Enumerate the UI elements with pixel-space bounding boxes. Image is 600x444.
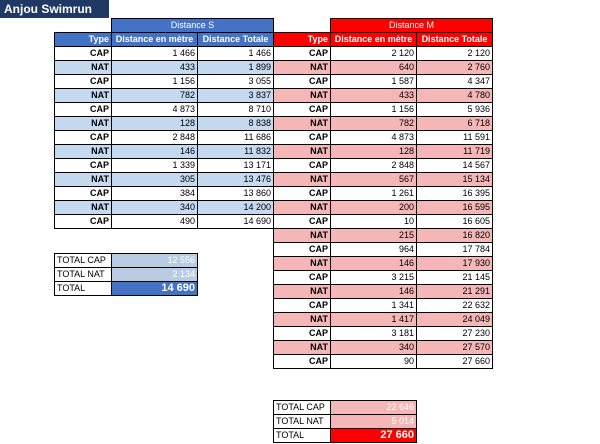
row-type-cell: NAT xyxy=(55,61,112,75)
table-row xyxy=(274,187,493,201)
col-header-type: Type xyxy=(55,33,112,47)
table-row xyxy=(55,61,274,75)
distance-s-totals xyxy=(54,253,198,296)
table-row xyxy=(274,215,493,229)
row-type-cell: NAT xyxy=(55,173,112,187)
table-row xyxy=(55,47,274,61)
total-value: 5 014 xyxy=(331,415,417,429)
total-row xyxy=(55,268,198,282)
row-total-cell: 2 760 xyxy=(417,61,493,75)
blank-corner xyxy=(55,19,112,33)
row-type-cell: NAT xyxy=(274,229,331,243)
row-type-cell: NAT xyxy=(55,89,112,103)
table-row xyxy=(55,145,274,159)
total-row xyxy=(274,429,417,443)
row-total-cell: 6 718 xyxy=(417,117,493,131)
table-row xyxy=(274,159,493,173)
total-row xyxy=(274,415,417,429)
row-distance-cell: 1 587 xyxy=(331,75,417,89)
row-total-cell: 8 838 xyxy=(198,117,274,131)
table-row xyxy=(274,229,493,243)
table-row xyxy=(274,145,493,159)
total-label: TOTAL NAT xyxy=(274,415,331,429)
table-row xyxy=(55,187,274,201)
table-row xyxy=(274,61,493,75)
row-total-cell: 4 347 xyxy=(417,75,493,89)
row-distance-cell: 1 341 xyxy=(331,299,417,313)
table-row xyxy=(274,75,493,89)
table-row xyxy=(274,355,493,369)
row-distance-cell: 340 xyxy=(331,341,417,355)
table-row xyxy=(274,257,493,271)
distance-s-table xyxy=(54,18,274,229)
row-total-cell: 11 686 xyxy=(198,131,274,145)
total-value: 27 660 xyxy=(331,429,417,443)
row-type-cell: NAT xyxy=(274,285,331,299)
table-row xyxy=(274,341,493,355)
row-total-cell: 3 055 xyxy=(198,75,274,89)
table-row xyxy=(274,103,493,117)
row-distance-cell: 2 120 xyxy=(331,47,417,61)
row-total-cell: 16 820 xyxy=(417,229,493,243)
table-row xyxy=(274,271,493,285)
row-type-cell: CAP xyxy=(274,215,331,229)
row-distance-cell: 146 xyxy=(331,257,417,271)
row-distance-cell: 433 xyxy=(112,61,198,75)
row-distance-cell: 1 156 xyxy=(112,75,198,89)
row-type-cell: NAT xyxy=(274,313,331,327)
row-total-cell: 16 395 xyxy=(417,187,493,201)
row-total-cell: 22 632 xyxy=(417,299,493,313)
row-distance-cell: 146 xyxy=(112,145,198,159)
row-type-cell: NAT xyxy=(274,173,331,187)
total-value: 14 690 xyxy=(112,282,198,296)
row-total-cell: 15 134 xyxy=(417,173,493,187)
table-row xyxy=(274,173,493,187)
total-label: TOTAL CAP xyxy=(274,401,331,415)
row-distance-cell: 2 848 xyxy=(331,159,417,173)
table-row xyxy=(274,89,493,103)
distance-m-heading: Distance M xyxy=(331,19,493,33)
distance-s-heading: Distance S xyxy=(112,19,274,33)
total-label: TOTAL xyxy=(274,429,331,443)
row-type-cell: CAP xyxy=(274,271,331,285)
row-type-cell: NAT xyxy=(55,201,112,215)
row-distance-cell: 90 xyxy=(331,355,417,369)
row-total-cell: 27 230 xyxy=(417,327,493,341)
table-row xyxy=(55,103,274,117)
row-type-cell: NAT xyxy=(55,145,112,159)
col-header-type: Type xyxy=(274,33,331,47)
total-row xyxy=(274,401,417,415)
row-type-cell: CAP xyxy=(274,103,331,117)
row-type-cell: CAP xyxy=(55,131,112,145)
table-row xyxy=(274,243,493,257)
row-distance-cell: 490 xyxy=(112,215,198,229)
row-distance-cell: 4 873 xyxy=(112,103,198,117)
total-row xyxy=(55,254,198,268)
col-header-total: Distance Totale xyxy=(417,33,493,47)
distance-m-totals xyxy=(273,400,417,443)
row-distance-cell: 340 xyxy=(112,201,198,215)
row-total-cell: 5 936 xyxy=(417,103,493,117)
table-row xyxy=(274,327,493,341)
col-header-distance: Distance en mètre xyxy=(112,33,198,47)
row-total-cell: 13 171 xyxy=(198,159,274,173)
row-total-cell: 11 719 xyxy=(417,145,493,159)
row-distance-cell: 215 xyxy=(331,229,417,243)
row-total-cell: 2 120 xyxy=(417,47,493,61)
row-distance-cell: 782 xyxy=(112,89,198,103)
sheet-title: Anjou Swimrun xyxy=(0,0,109,18)
row-type-cell: NAT xyxy=(274,145,331,159)
row-distance-cell: 384 xyxy=(112,187,198,201)
table-row xyxy=(55,201,274,215)
row-type-cell: NAT xyxy=(274,61,331,75)
row-total-cell: 3 837 xyxy=(198,89,274,103)
row-total-cell: 27 660 xyxy=(417,355,493,369)
row-distance-cell: 128 xyxy=(331,145,417,159)
table-row xyxy=(55,215,274,229)
row-total-cell: 8 710 xyxy=(198,103,274,117)
row-distance-cell: 146 xyxy=(331,285,417,299)
row-distance-cell: 1 261 xyxy=(331,187,417,201)
row-type-cell: CAP xyxy=(274,47,331,61)
row-distance-cell: 1 339 xyxy=(112,159,198,173)
row-distance-cell: 10 xyxy=(331,215,417,229)
row-total-cell: 14 200 xyxy=(198,201,274,215)
row-total-cell: 13 476 xyxy=(198,173,274,187)
row-total-cell: 16 605 xyxy=(417,215,493,229)
row-type-cell: CAP xyxy=(274,299,331,313)
row-distance-cell: 1 156 xyxy=(331,103,417,117)
row-total-cell: 17 784 xyxy=(417,243,493,257)
row-type-cell: CAP xyxy=(55,159,112,173)
total-label: TOTAL CAP xyxy=(55,254,112,268)
row-type-cell: CAP xyxy=(274,243,331,257)
total-value: 22 646 xyxy=(331,401,417,415)
total-row xyxy=(55,282,198,296)
row-distance-cell: 964 xyxy=(331,243,417,257)
row-distance-cell: 433 xyxy=(331,89,417,103)
row-type-cell: NAT xyxy=(274,257,331,271)
table-row xyxy=(274,131,493,145)
row-total-cell: 1 466 xyxy=(198,47,274,61)
row-distance-cell: 1 466 xyxy=(112,47,198,61)
row-type-cell: CAP xyxy=(55,103,112,117)
row-type-cell: CAP xyxy=(274,131,331,145)
row-type-cell: CAP xyxy=(55,187,112,201)
distance-m-table xyxy=(273,18,493,369)
row-total-cell: 11 832 xyxy=(198,145,274,159)
row-total-cell: 13 860 xyxy=(198,187,274,201)
row-total-cell: 14 690 xyxy=(198,215,274,229)
col-header-total: Distance Totale xyxy=(198,33,274,47)
table-row xyxy=(55,173,274,187)
row-type-cell: CAP xyxy=(55,75,112,89)
table-row xyxy=(274,47,493,61)
row-distance-cell: 640 xyxy=(331,61,417,75)
row-distance-cell: 3 215 xyxy=(331,271,417,285)
row-total-cell: 24 049 xyxy=(417,313,493,327)
row-total-cell: 21 145 xyxy=(417,271,493,285)
row-total-cell: 14 567 xyxy=(417,159,493,173)
row-distance-cell: 4 873 xyxy=(331,131,417,145)
total-label: TOTAL xyxy=(55,282,112,296)
table-row xyxy=(55,117,274,131)
table-row xyxy=(55,89,274,103)
col-header-distance: Distance en mètre xyxy=(331,33,417,47)
row-type-cell: CAP xyxy=(55,47,112,61)
row-type-cell: CAP xyxy=(274,159,331,173)
row-type-cell: CAP xyxy=(55,215,112,229)
row-type-cell: NAT xyxy=(274,341,331,355)
row-total-cell: 11 591 xyxy=(417,131,493,145)
row-distance-cell: 128 xyxy=(112,117,198,131)
blank-corner xyxy=(274,19,331,33)
table-row xyxy=(55,159,274,173)
table-row xyxy=(55,131,274,145)
row-distance-cell: 1 417 xyxy=(331,313,417,327)
row-distance-cell: 782 xyxy=(331,117,417,131)
row-total-cell: 21 291 xyxy=(417,285,493,299)
row-distance-cell: 567 xyxy=(331,173,417,187)
row-type-cell: NAT xyxy=(274,117,331,131)
row-distance-cell: 200 xyxy=(331,201,417,215)
table-row xyxy=(274,299,493,313)
row-distance-cell: 305 xyxy=(112,173,198,187)
table-row xyxy=(274,285,493,299)
row-type-cell: NAT xyxy=(274,201,331,215)
row-type-cell: NAT xyxy=(274,89,331,103)
row-total-cell: 1 899 xyxy=(198,61,274,75)
row-type-cell: CAP xyxy=(274,187,331,201)
row-total-cell: 16 595 xyxy=(417,201,493,215)
row-distance-cell: 3 181 xyxy=(331,327,417,341)
table-row xyxy=(274,313,493,327)
row-total-cell: 4 780 xyxy=(417,89,493,103)
total-value: 12 556 xyxy=(112,254,198,268)
table-row xyxy=(274,117,493,131)
total-value: 2 134 xyxy=(112,268,198,282)
row-type-cell: CAP xyxy=(274,327,331,341)
row-type-cell: NAT xyxy=(55,117,112,131)
row-total-cell: 17 930 xyxy=(417,257,493,271)
table-row xyxy=(274,201,493,215)
row-type-cell: CAP xyxy=(274,355,331,369)
total-label: TOTAL NAT xyxy=(55,268,112,282)
row-total-cell: 27 570 xyxy=(417,341,493,355)
row-type-cell: CAP xyxy=(274,75,331,89)
row-distance-cell: 2 848 xyxy=(112,131,198,145)
table-row xyxy=(55,75,274,89)
